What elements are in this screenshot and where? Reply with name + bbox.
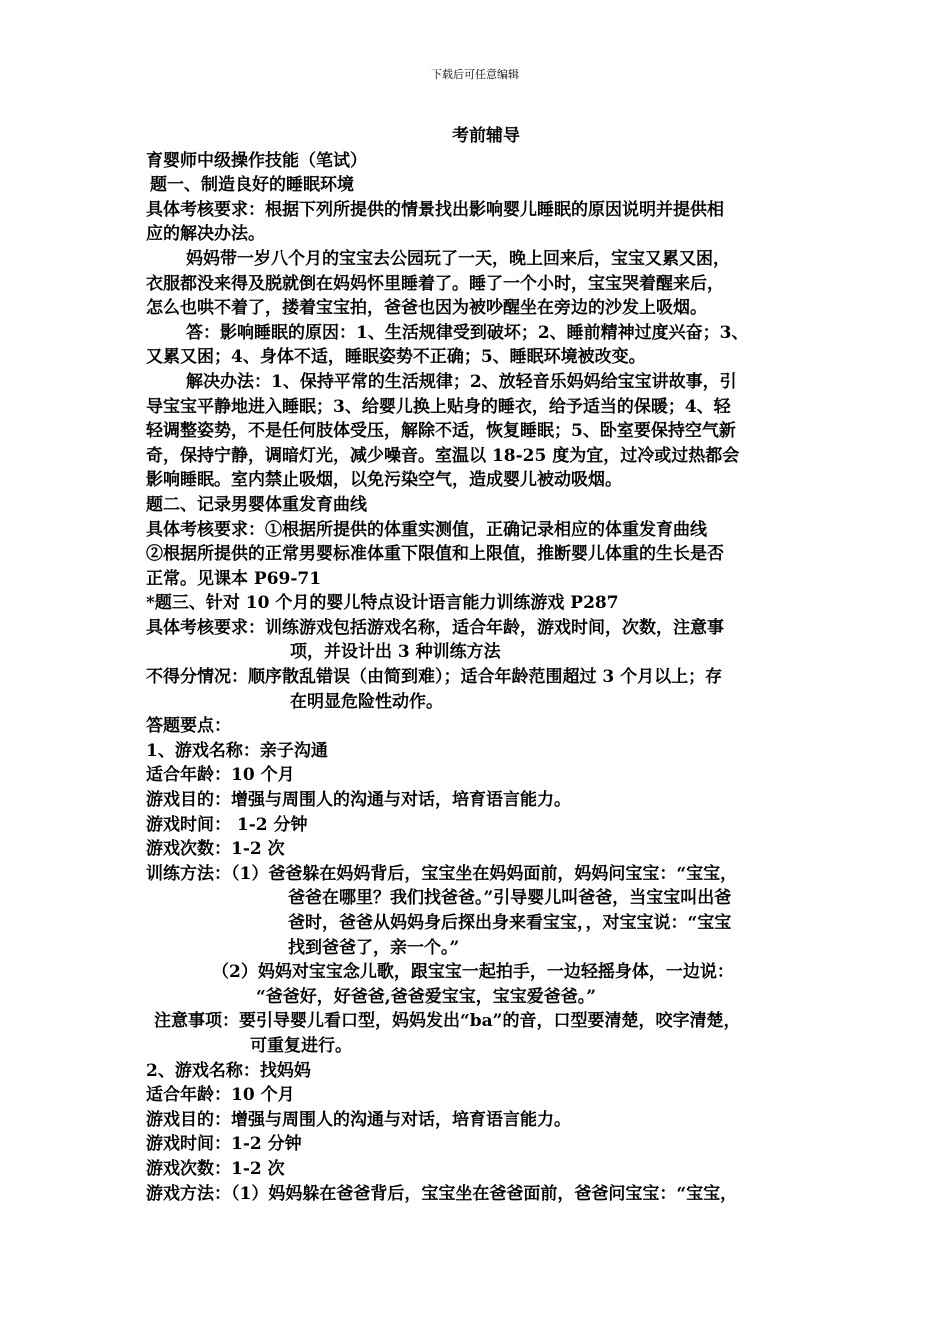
paragraph-line: 轻调整姿势，不是任何肢体受压，解除不适，恢复睡眠；5、卧室要保持空气新 <box>146 421 736 442</box>
paragraph-line: 导宝宝平静地进入睡眠；3、给婴儿换上贴身的睡衣，给予适当的保暖；4、轻 <box>146 396 731 417</box>
game-purpose: 游戏目的：增强与周围人的沟通与对话，培育语言能力。 <box>146 790 571 811</box>
game-purpose: 游戏目的：增强与周围人的沟通与对话，培育语言能力。 <box>146 1109 571 1130</box>
game-time: 游戏时间：1-2 分钟 <box>146 1134 302 1155</box>
section-subtitle: 育婴师中级操作技能（笔试） <box>146 150 367 171</box>
question-3-heading: *题三、针对 10 个月的婴儿特点设计语言能力训练游戏 P287 <box>146 593 619 614</box>
paragraph-line: 影响睡眠。室内禁止吸烟，以免污染空气，造成婴儿被动吸烟。 <box>146 470 622 491</box>
paragraph-line: 项，并设计出 3 种训练方法 <box>290 642 501 663</box>
paragraph-line: 应的解决办法。 <box>146 224 265 245</box>
paragraph-line: 答：影响睡眠的原因：1、生活规律受到破坏；2、睡前精神过度兴奋；3、 <box>186 322 749 343</box>
paragraph-line: 可重复进行。 <box>250 1035 352 1056</box>
game-time: 游戏时间： 1-2 分钟 <box>146 814 308 835</box>
paragraph-line: “爸爸好，好爸爸,爸爸爱宝宝，宝宝爱爸爸。” <box>256 986 596 1007</box>
game-age: 适合年龄：10 个月 <box>146 1085 295 1106</box>
paragraph-line: 找到爸爸了，亲一个。” <box>288 937 460 958</box>
paragraph-line: 具体考核要求：①根据所提供的体重实测值，正确记录相应的体重发育曲线 <box>146 519 707 540</box>
paragraph-line: 又累又困；4、身体不适，睡眠姿势不正确；5、睡眠环境被改变。 <box>146 347 646 368</box>
game-count: 游戏次数：1-2 次 <box>146 839 285 860</box>
answer-points-heading: 答题要点： <box>146 716 231 737</box>
game-notes: 注意事项：要引导婴儿看口型，妈妈发出“ba”的音，口型要清楚，咬字清楚， <box>154 1011 741 1032</box>
paragraph-line: （2）妈妈对宝宝念儿歌，跟宝宝一起拍手，一边轻摇身体，一边说： <box>212 962 734 983</box>
question-2-heading: 题二、记录男婴体重发育曲线 <box>146 494 367 515</box>
paragraph-line: 衣服都没来得及脱就倒在妈妈怀里睡着了。睡了一个小时，宝宝哭着醒来后， <box>146 273 724 294</box>
game-1-name: 1、游戏名称：亲子沟通 <box>146 740 328 761</box>
paragraph-line: 爸爸在哪里？我们找爸爸。”引导婴儿叫爸爸，当宝宝叫出爸 <box>288 888 732 909</box>
paragraph-line: 妈妈带一岁八个月的宝宝去公园玩了一天，晚上回来后，宝宝又累又困， <box>186 248 730 269</box>
document-body <box>146 124 826 1206</box>
game-method: 游戏方法：（1）妈妈躲在爸爸背后，宝宝坐在爸爸面前，爸爸问宝宝：“宝宝， <box>146 1183 738 1204</box>
game-age: 适合年龄：10 个月 <box>146 765 295 786</box>
page-header: 下载后可任意编辑 <box>431 68 519 81</box>
paragraph-line: 具体考核要求：训练游戏包括游戏名称，适合年龄，游戏时间，次数，注意事 <box>146 617 724 638</box>
paragraph-line: 奇，保持宁静，调暗灯光，减少噪音。室温以 18-25 度为宜，过冷或过热都会 <box>146 445 740 466</box>
paragraph-line: 不得分情况：顺序散乱错误（由简到难）；适合年龄范围超过 3 个月以上；存 <box>146 667 723 688</box>
paragraph-line: 正常。见课本 P69-71 <box>146 568 322 589</box>
game-2-name: 2、游戏名称：找妈妈 <box>146 1060 311 1081</box>
question-1-heading: 题一、制造良好的睡眠环境 <box>150 175 354 196</box>
paragraph-line: 具体考核要求：根据下列所提供的情景找出影响婴儿睡眠的原因说明并提供相 <box>146 199 724 220</box>
game-count: 游戏次数：1-2 次 <box>146 1158 285 1179</box>
paragraph-line: 在明显危险性动作。 <box>290 691 443 712</box>
paragraph-line: 爸时，爸爸从妈妈身后探出身来看宝宝，，对宝宝说：“宝宝 <box>288 913 732 933</box>
document-title: 考前辅导 <box>452 126 520 146</box>
paragraph-line: 解决办法：1、保持平常的生活规律；2、放轻音乐妈妈给宝宝讲故事，引 <box>186 371 737 392</box>
paragraph-line: 怎么也哄不着了，搂着宝宝拍，爸爸也因为被吵醒坐在旁边的沙发上吸烟。 <box>146 298 707 319</box>
game-method: 训练方法：（1）爸爸躲在妈妈背后，宝宝坐在妈妈面前，妈妈问宝宝：“宝宝， <box>146 863 738 884</box>
paragraph-line: ②根据所提供的正常男婴标准体重下限值和上限值，推断婴儿体重的生长是否 <box>146 544 724 565</box>
